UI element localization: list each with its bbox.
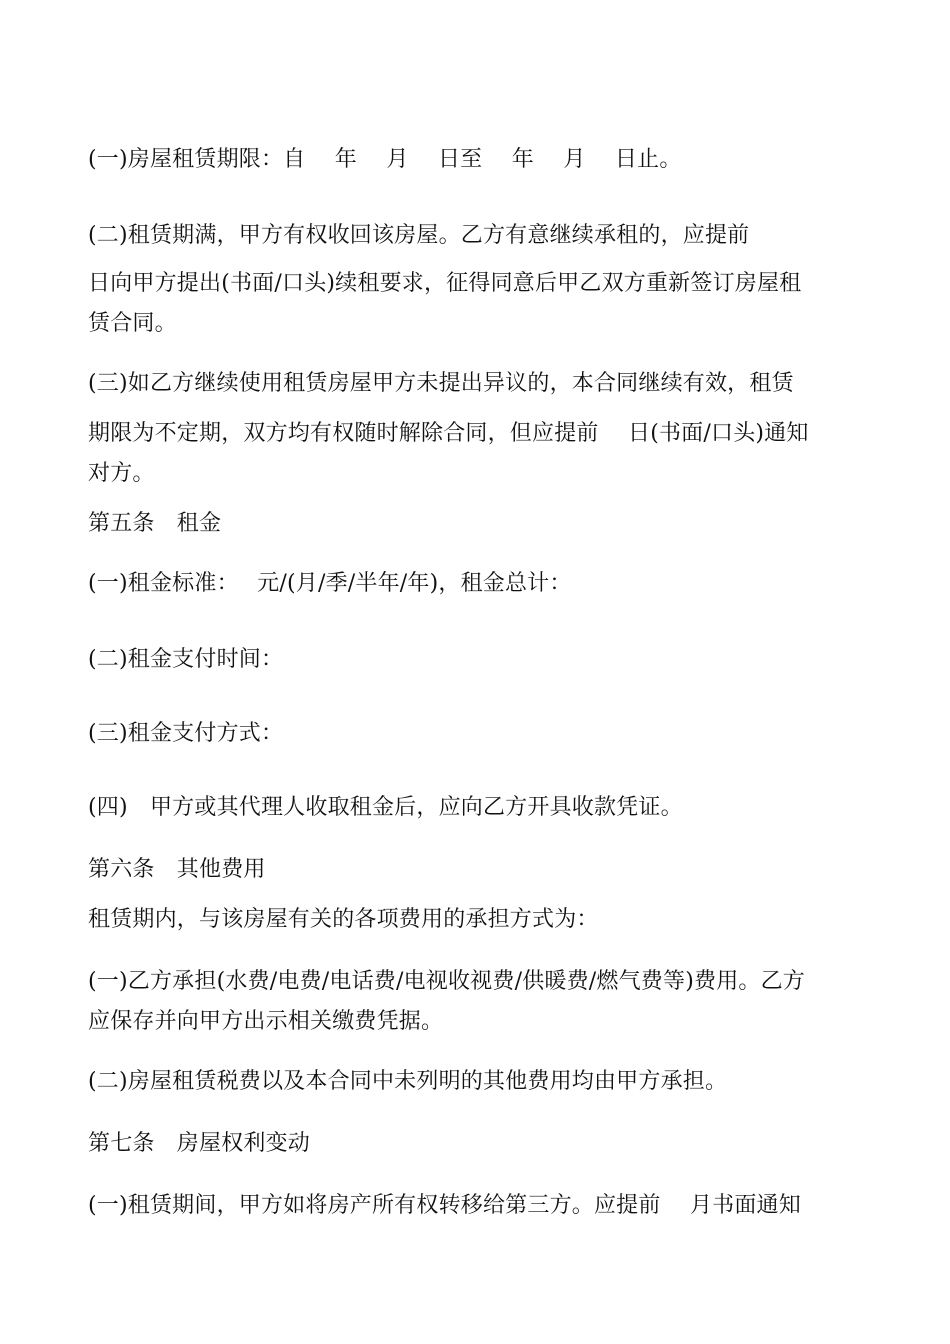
lease-term-line: (一)房屋租赁期限：自 年 月 日至 年 月 日止。 xyxy=(88,147,682,172)
rent-standard-line: (一)租金标准： 元/(月/季/半年/年)，租金总计： xyxy=(88,571,572,596)
fees-intro-line: 租赁期内，与该房屋有关的各项费用的承担方式为： xyxy=(88,907,599,932)
rent-receipt-line: (四) 甲方或其代理人收取租金后，应向乙方开具收款凭证。 xyxy=(88,795,683,820)
landlord-fees-line: (二)房屋租赁税费以及本合同中未列明的其他费用均由甲方承担。 xyxy=(88,1069,728,1094)
renewal-line-3: 赁合同。 xyxy=(88,311,177,336)
renewal-line-2: 日向甲方提出(书面/口头)续租要求，征得同意后甲乙双方重新签订房屋租 xyxy=(88,271,802,296)
rent-payment-method-line: (三)租金支付方式： xyxy=(88,721,284,746)
article-seven-heading: 第七条 房屋权利变动 xyxy=(88,1131,311,1156)
continued-use-line-3: 对方。 xyxy=(88,461,155,486)
continued-use-line-1: (三)如乙方继续使用租赁房屋甲方未提出异议的，本合同继续有效，租赁 xyxy=(88,371,794,396)
article-six-heading: 第六条 其他费用 xyxy=(88,857,266,882)
renewal-line-1: (二)租赁期满，甲方有权收回该房屋。乙方有意继续承租的，应提前 xyxy=(88,223,750,248)
tenant-fees-line-1: (一)乙方承担(水费/电费/电话费/电视收视费/供暖费/燃气费等)费用。乙方 xyxy=(88,969,805,994)
ownership-transfer-line: (一)租赁期间，甲方如将房产所有权转移给第三方。应提前 月书面通知 xyxy=(88,1193,801,1218)
article-five-heading: 第五条 租金 xyxy=(88,511,222,536)
rent-payment-time-line: (二)租金支付时间： xyxy=(88,647,284,672)
tenant-fees-line-2: 应保存并向甲方出示相关缴费凭据。 xyxy=(88,1009,444,1034)
continued-use-line-2: 期限为不定期，双方均有权随时解除合同，但应提前 日(书面/口头)通知 xyxy=(88,421,809,446)
